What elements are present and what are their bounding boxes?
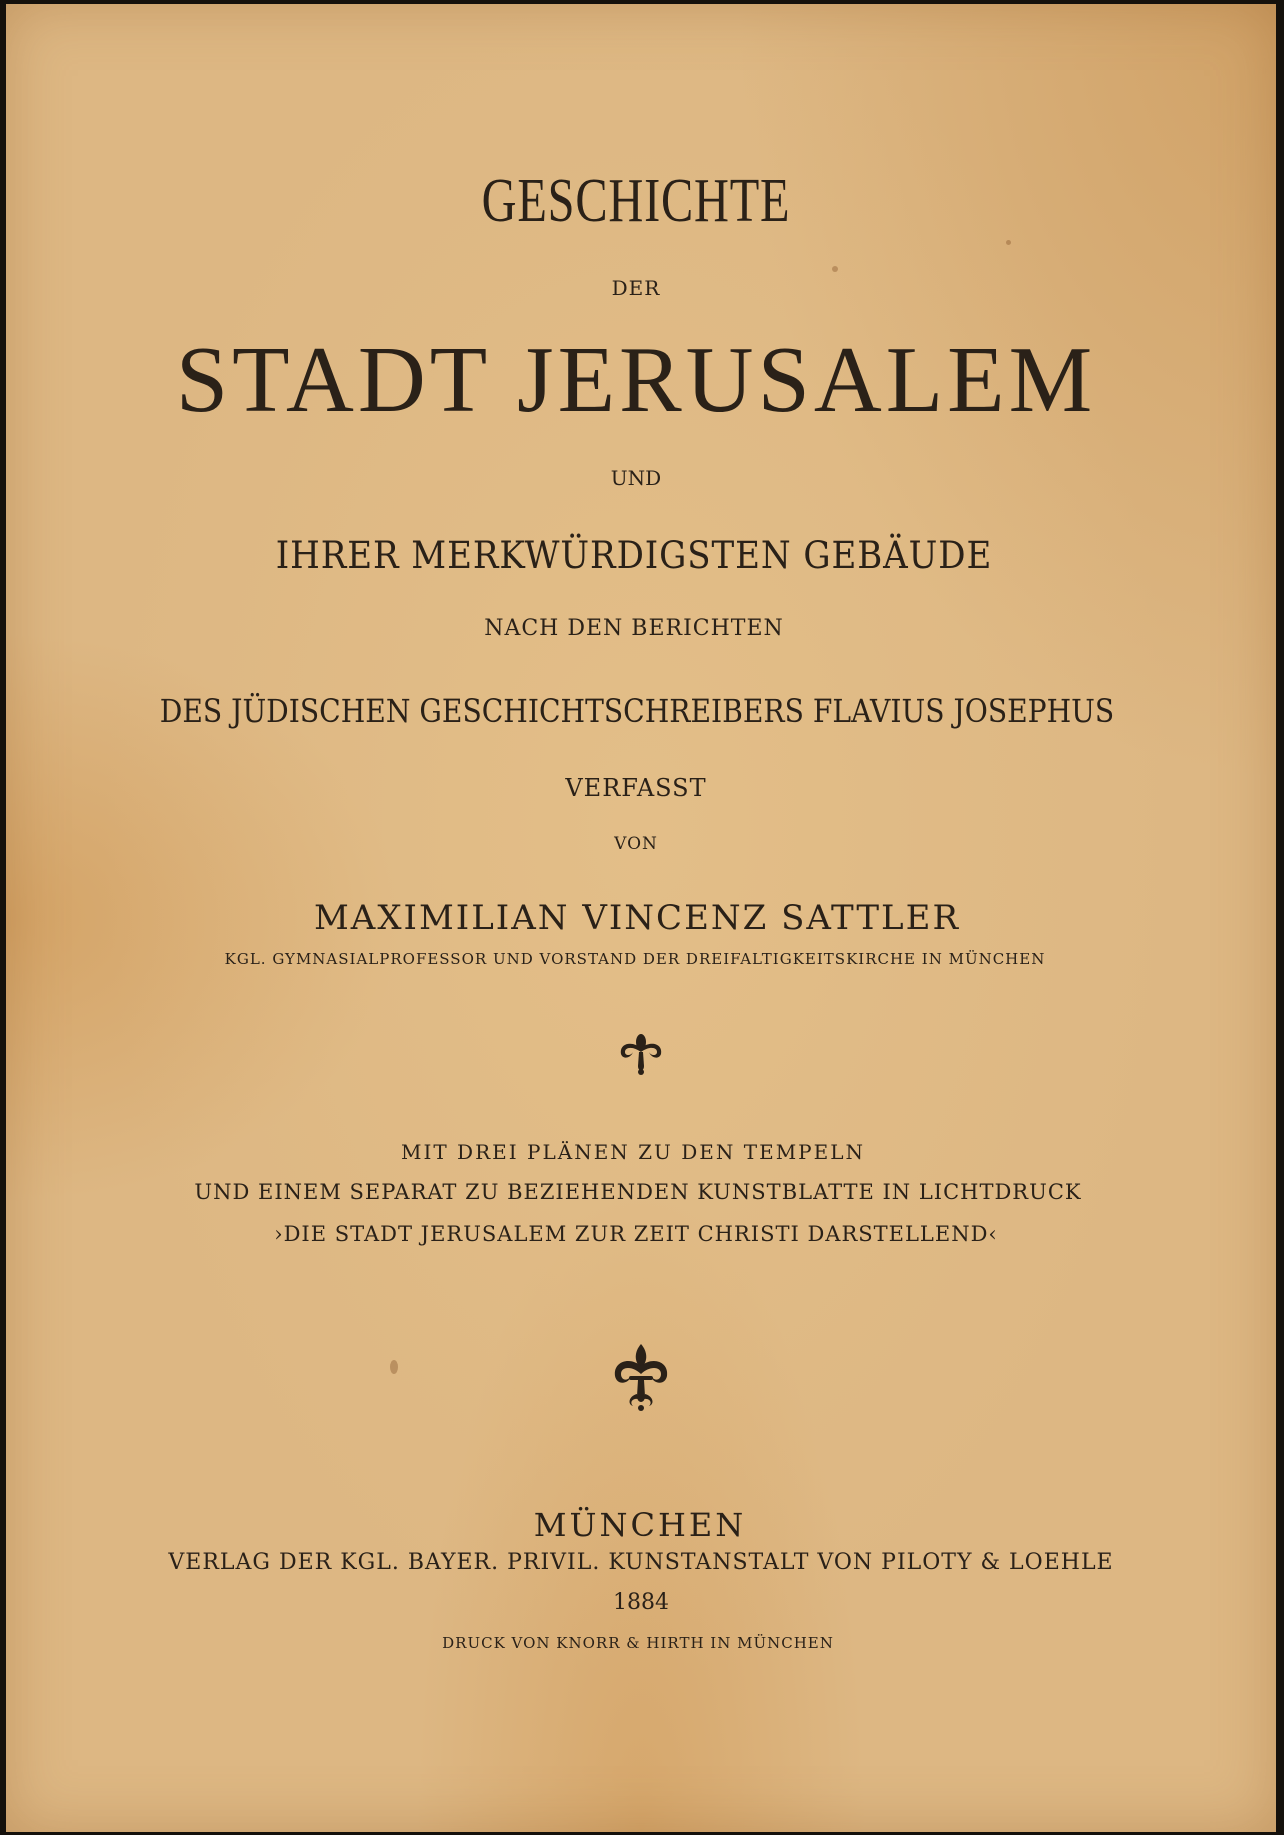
paper-stain [390,1360,398,1374]
imprint-year: 1884 [613,1590,669,1615]
book-title: GESCHICHTE [481,167,791,235]
author-credentials: KGL. GYMNASIALPROFESSOR UND VORSTAND DER DREIFALTIGKEITSKIRCHE IN MÜNCHEN [224,950,1046,968]
by-label: VON [614,834,658,854]
fleuron-large-icon [607,1342,675,1412]
title-connector-und: UND [610,466,662,490]
plans-line-3: ›DIE STADT JERUSALEM ZUR ZEIT CHRISTI DARSTELLEND‹ [274,1222,998,1246]
source-intro: NACH DEN BERICHTEN [484,616,784,641]
fleuron-small-icon [613,1032,669,1076]
author-name: MAXIMILIAN VINCENZ SATTLER [313,898,961,938]
paper-stain [832,266,838,272]
book-subject-city: STADT JERUSALEM [175,328,1097,432]
paper-stain [1006,240,1011,245]
source-historian: DES JÜDISCHEN GESCHICHTSCHREIBERS FLAVIUS JOSEPHUS [159,692,1115,730]
imprint-publisher: VERLAG DER KGL. BAYER. PRIVIL. KUNSTANSTALT VON PILOTY & LOEHLE [168,1550,1114,1575]
plans-line-1: MIT DREI PLÄNEN ZU DEN TEMPELN [400,1140,866,1164]
authored-label: VERFASST [565,774,707,802]
plans-line-2: UND EINEM SEPARAT ZU BEZIEHENDEN KUNSTBLATTE IN LICHTDRUCK [194,1180,1082,1204]
title-connector-der: DER [611,276,661,300]
book-subject-buildings: IHRER MERKWÜRDIGSTEN GEBÄUDE [275,534,993,577]
title-page [6,4,1276,1832]
imprint-city: MÜNCHEN [533,1506,747,1544]
imprint-printer: DRUCK VON KNORR & HIRTH IN MÜNCHEN [442,1634,834,1652]
